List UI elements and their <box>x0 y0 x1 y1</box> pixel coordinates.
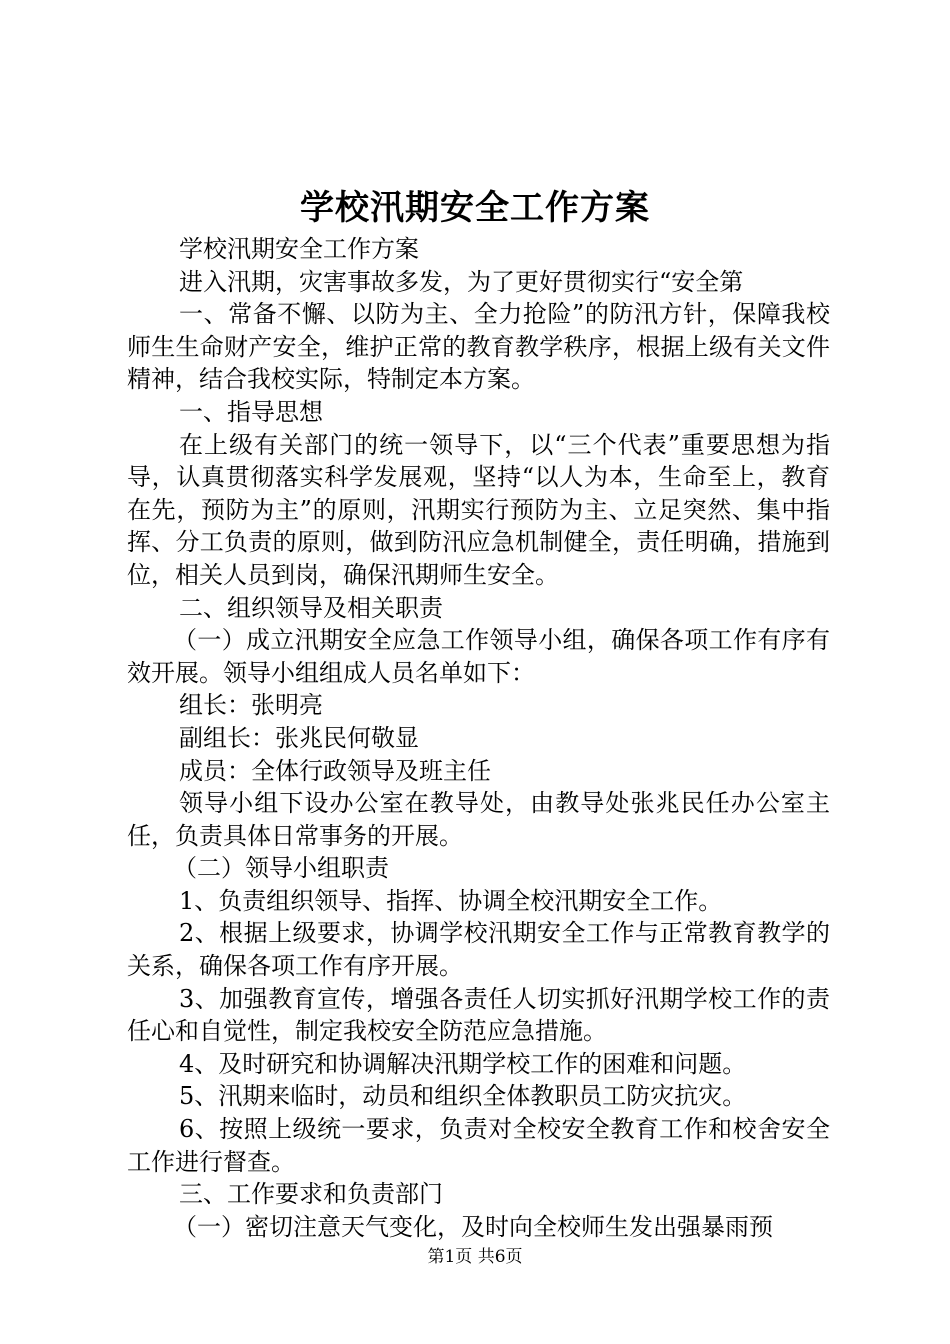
paragraph: （一）成立汛期安全应急工作领导小组，确保各项工作有序有效开展。领导小组组成人员名单如下： <box>127 626 830 687</box>
paragraph: 2、根据上级要求，协调学校汛期安全工作与正常教育教学的关系，确保各项工作有序开展。 <box>127 919 830 981</box>
page-footer: 第1页 共6页 <box>427 1247 523 1267</box>
paragraph: 1、负责组织领导、指挥、协调全校汛期安全工作。 <box>179 886 723 915</box>
paragraph: 三、工作要求和负责部门 <box>179 1180 443 1209</box>
document-title: 学校汛期安全工作方案 <box>300 188 650 228</box>
paragraph: 3、加强教育宣传，增强各责任人切实抓好汛期学校工作的责任心和自觉性，制定我校安全防范应急措施。 <box>127 984 830 1046</box>
paragraph: （一）密切注意天气变化，及时向全校师生发出强暴雨预 <box>173 1212 773 1241</box>
paragraph: 成员：全体行政领导及班主任 <box>179 756 491 785</box>
paragraph: 副组长：张兆民何敬显 <box>179 723 419 752</box>
paragraph: 5、汛期来临时，动员和组织全体教职员工防灾抗灾。 <box>179 1082 747 1111</box>
paragraph: 一、常备不懈、以防为主、全力抢险”的防汛方针，保障我校师生生命财产安全，维护正常的教育教学秩序，根据上级有关文件精神，结合我校实际，特制定本方案。 <box>127 300 830 394</box>
paragraph: 6、按照上级统一要求，负责对全校安全教育工作和校舍安全工作进行督查。 <box>127 1115 830 1176</box>
paragraph: 二、组织领导及相关职责 <box>179 593 443 622</box>
paragraph: 进入汛期，灾害事故多发，为了更好贯彻实行“安全第 <box>179 267 744 296</box>
paragraph: 4、及时研究和协调解决汛期学校工作的困难和问题。 <box>179 1049 747 1078</box>
paragraph: 一、指导思想 <box>179 397 323 426</box>
paragraph: （二）领导小组职责 <box>173 854 389 883</box>
paragraph: 组长：张明亮 <box>179 691 323 720</box>
paragraph: 在上级有关部门的统一领导下，以“三个代表”重要思想为指导，认真贯彻落实科学发展观，坚持“以人为本，生命至上，教育在先，预防为主”的原则，汛期实行预防为主、立足突然、集中指挥、分工负责的原则，做到防汛应急机制健全，责任明确，措施到位，相关人员到岗，确保汛期师生安全。 <box>127 430 830 589</box>
document-body <box>127 233 830 1243</box>
paragraph: 领导小组下设办公室在教导处，由教导处张兆民任办公室主任，负责具体日常事务的开展。 <box>127 789 830 850</box>
paragraph: 学校汛期安全工作方案 <box>179 235 419 263</box>
